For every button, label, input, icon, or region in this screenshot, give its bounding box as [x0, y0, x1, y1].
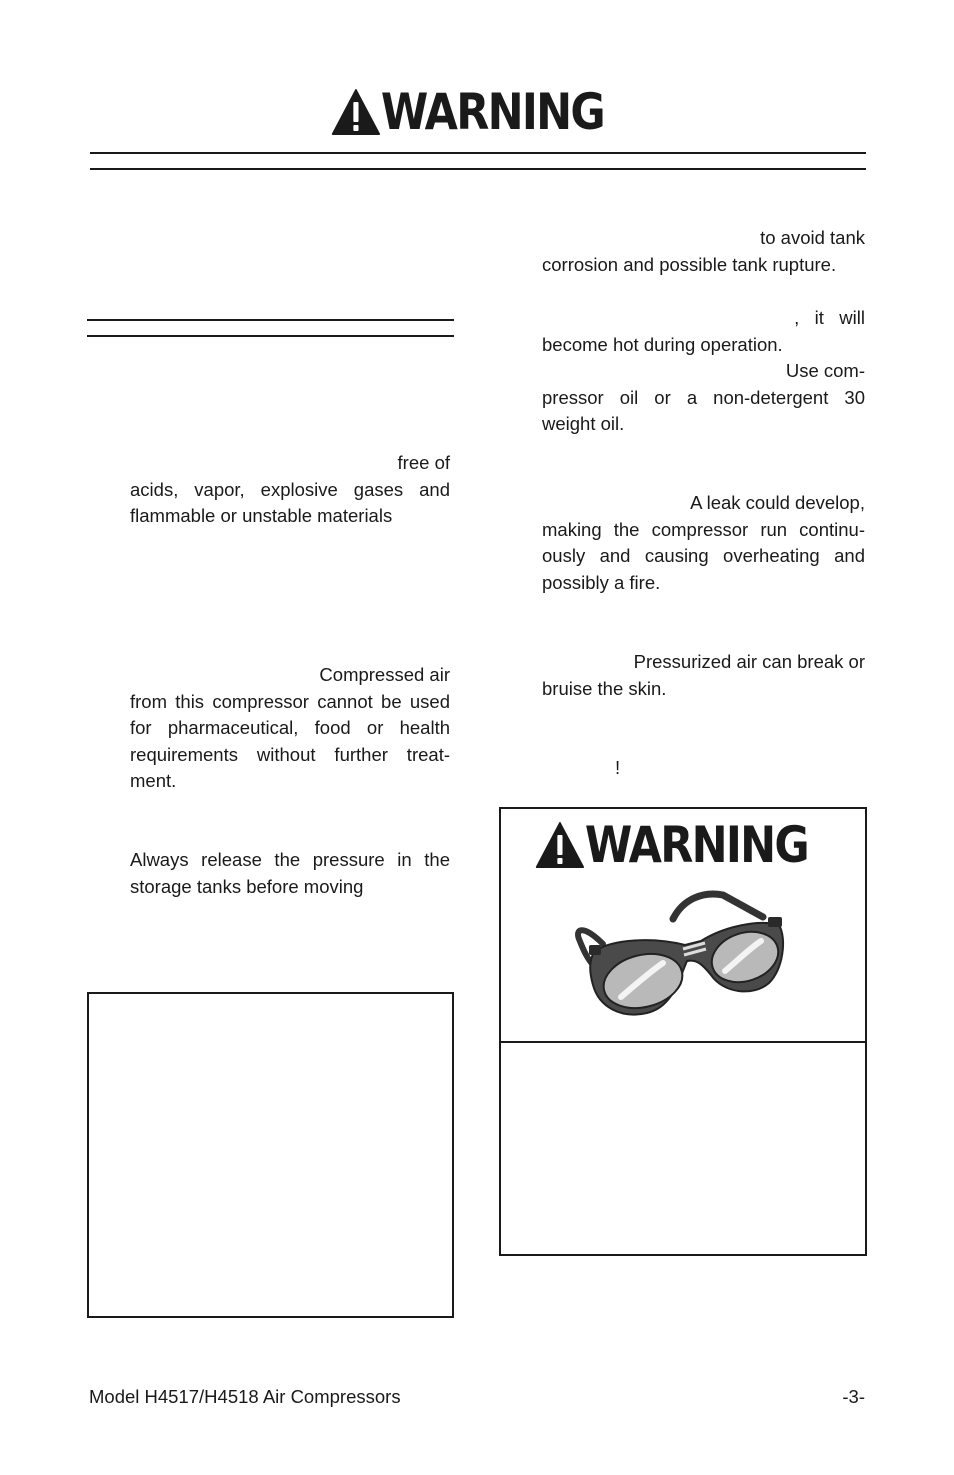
- text-line: bruise the skin.: [542, 677, 667, 699]
- right-paragraph-2: [542, 305, 865, 438]
- left-section-rule-top: [87, 319, 454, 321]
- text-line: A leak could develop,: [690, 492, 865, 513]
- text-line: ously and causing overheating and: [542, 545, 865, 566]
- text-line: requirements without further treat-: [130, 743, 450, 765]
- text-line: free of: [397, 452, 450, 473]
- box-warning-heading: [535, 816, 808, 874]
- right-paragraph-5: [615, 755, 635, 782]
- page-warning-heading: [331, 83, 604, 141]
- text-line: Use com-: [785, 360, 865, 381]
- left-notice-box: [87, 992, 454, 1318]
- text-line: , it will: [794, 307, 865, 328]
- warning-triangle-icon: [331, 88, 381, 136]
- left-section-rule-bottom: [87, 335, 454, 337]
- text-line: pressor oil or a non-detergent 30: [542, 386, 865, 408]
- text-line: flammable or unstable materials: [130, 505, 393, 526]
- text-line: Pressurized air can break or: [633, 651, 865, 672]
- text-line: !: [615, 757, 621, 778]
- eye-protection-warning-box: [499, 807, 867, 1256]
- header-rule-top: [90, 152, 866, 154]
- text-line: weight oil.: [542, 413, 625, 434]
- text-line: ment.: [130, 770, 177, 791]
- box-warning-heading-text: WARNING: [584, 816, 808, 874]
- text-line: Compressed air: [319, 664, 450, 685]
- left-paragraph-3: [130, 847, 450, 900]
- left-paragraph-2: [130, 662, 450, 795]
- right-paragraph-1: [542, 225, 865, 278]
- text-line: from this compressor cannot be used: [130, 690, 450, 712]
- footer-page-number: -3-: [842, 1386, 865, 1407]
- left-paragraph-1: [130, 450, 450, 530]
- text-line: possibly a fire.: [542, 571, 661, 593]
- safety-glasses-icon: [573, 889, 793, 1019]
- right-paragraph-4: [542, 649, 865, 702]
- text-line: corrosion and possible tank rupture.: [542, 253, 837, 275]
- text-line: Always release the pressure in the: [130, 849, 450, 870]
- footer-model: Model H4517/H4518 Air Compressors: [89, 1386, 401, 1407]
- text-line: acids, vapor, explosive gases and: [130, 478, 450, 500]
- header-rule-bottom: [90, 168, 866, 170]
- text-line: become hot during operation.: [542, 333, 783, 355]
- text-line: to avoid tank: [760, 227, 865, 248]
- warning-box-divider: [501, 1041, 865, 1043]
- warning-triangle-icon: [535, 821, 585, 869]
- text-line: storage tanks before moving: [130, 875, 364, 897]
- text-line: making the compressor run continu-: [542, 518, 865, 540]
- text-line: for pharmaceutical, food or health: [130, 717, 450, 738]
- right-paragraph-3: [542, 490, 865, 596]
- warning-heading-text: WARNING: [380, 83, 604, 141]
